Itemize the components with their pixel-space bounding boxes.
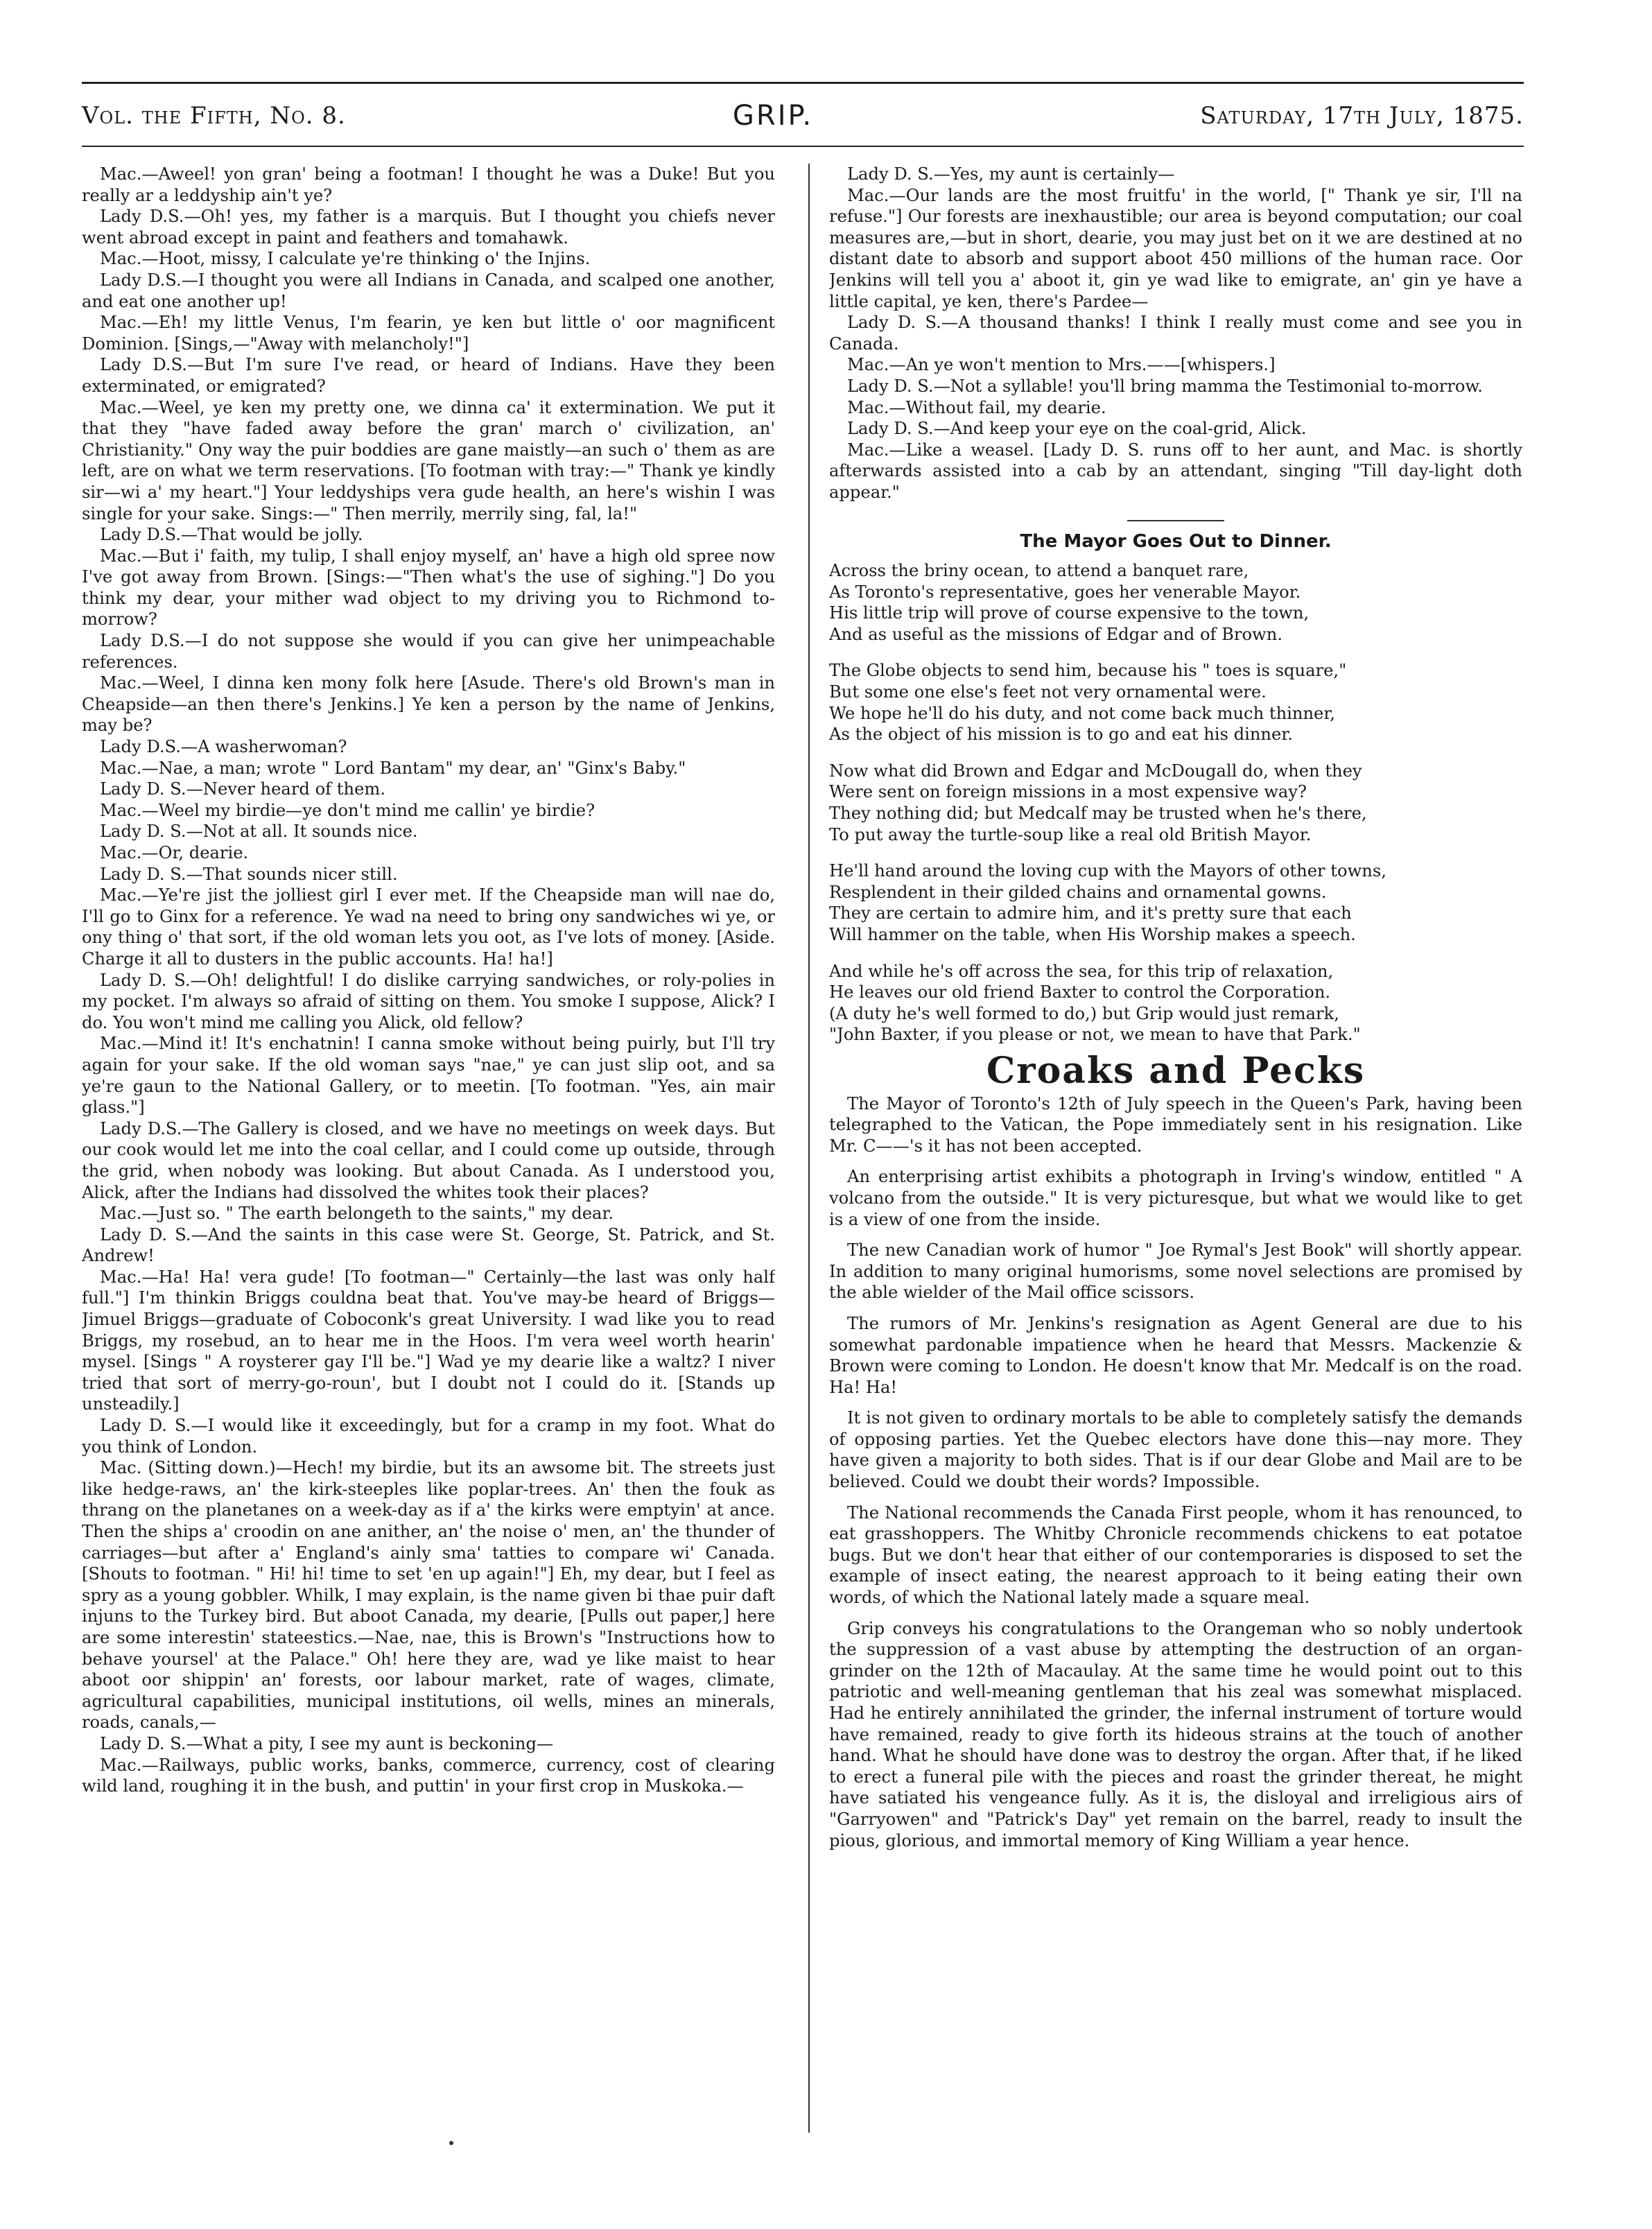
poem-stanza — [829, 761, 1522, 845]
newspaper-page — [82, 82, 1524, 2155]
poem-line: He'll hand around the loving cup with the Mayors of other towns, — [829, 861, 1386, 881]
poem-body — [829, 560, 1522, 1046]
croak-paragraph: The new Canadian work of humor " Joe Rymal's Jest Book" will shortly appear. In addition to many original humorisms, some novel selections are promised by the able wielder of the Mail office scissors. — [829, 1240, 1522, 1303]
croak-paragraph: An enterprising artist exhibits a photograph in Irving's window, entitled " A volcano from the outside." It is very picturesque, but what we would like to get is a view of one from the inside. — [829, 1167, 1522, 1229]
section-rule — [1127, 520, 1224, 521]
dialogue-paragraph: Mac.—Weel, I dinna ken mony folk here [Asude. There's old Brown's man in Cheapside—an then there's Jenkins.] Ye ken a person by the name of Jenkins, may be? — [82, 673, 775, 736]
dialogue-paragraph: Lady D. S.—Not a syllable! you'll bring mamma the Testimonial to-morrow. — [847, 376, 1483, 396]
poem-stanza — [829, 660, 1522, 745]
poem-line: The Globe objects to send him, because his " toes is square," — [829, 661, 1347, 681]
dialogue-paragraph: Lady D. S.—Not at all. It sounds nice. — [100, 822, 418, 842]
poem-line: Now what did Brown and Edgar and McDougall do, when they — [829, 761, 1362, 781]
dialogue-paragraph: Lady D. S.—What a pity, I see my aunt is beckoning— — [100, 1733, 554, 1753]
poem-line: As the object of his mission is to go and eat his dinner. — [829, 725, 1293, 745]
dialogue-paragraph: Lady D. S.—Yes, my aunt is certainly— — [847, 164, 1175, 184]
croaks-items — [829, 1093, 1522, 1852]
croaks-heading: Croaks and Pecks — [986, 1049, 1366, 1092]
dialogue-paragraph: Mac.—Without fail, my dearie. — [847, 397, 1106, 417]
croak-paragraph: The rumors of Mr. Jenkins's resignation as Agent General are due to his somewhat pardonable impatience when he heard that Messrs. Mackenzie & Brown were coming to London. He doesn't know that Mr. Medcalf is on the road. Ha! Ha! — [829, 1313, 1522, 1397]
poem-line: They nothing did; but Medcalf may be trusted when he's there, — [829, 804, 1367, 824]
croak-paragraph: It is not given to ordinary mortals to be able to completely satisfy the demands of opposing parties. Yet the Quebec electors have done this—nay more. They have given a majority to both sides. That is if our dear Globe and Mail are to be believed. Could we doubt their words? Impossible. — [829, 1408, 1522, 1492]
dialogue-paragraph: Mac.—Ha! Ha! vera gude! [To footman—" Certainly—the last was only half full."] I'm thinkin Briggs couldna beat that. You've may-be heard of Briggs—Jimuel Briggs—graduate of Coboconk's great University. I wad like you to read Briggs, my rosebud, an to hear me in the Hoos. I'm vera weel worth hearin' mysel. [Sings " A roysterer gay I'll be."] Wad ye my dearie like a waltz? I niver tried that sort of merry-go-roun', but I doubt not I could do it. [Stands up unsteadily.] — [82, 1267, 775, 1414]
poem-line: He leaves our old friend Baxter to control the Corporation. — [829, 982, 1331, 1003]
dialogue-paragraph: Mac.—Ye're jist the jolliest girl I ever met. If the Cheapside man will nae do, I'll go to Ginx for a reference. Ye wad na need to bring ony sandwiches wi ye, or ony thing o' that sort, if the old woman lets you oot, as I've lots of money. [Aside. Charge it all to dusters in the public accounts. Ha! ha!] — [82, 885, 775, 969]
dialogue-paragraph: Mac.—Weel, ye ken my pretty one, we dinna ca' it extermination. We put it that they "have faded away before the gran' march o' civilization, an' Christianity." Ony way the puir boddies are gane maistly—an such o' them as are left, are on what we term reservations. [To footman with tray:—" Thank ye kindly sir—wi a' my heart."] Your leddyships vera gude health, an here's wishin I was single for your sake. Sings:—" Then merrily, merrily sing, fal, la!" — [82, 397, 775, 523]
dialogue-paragraph: Lady D. S.—Never heard of them. — [100, 779, 386, 799]
dialogue-paragraph: Mac.—Just so. " The earth belongeth to the saints," my dear. — [100, 1204, 614, 1224]
dialogue-right — [829, 164, 1522, 503]
dialogue-paragraph: Mac.—Aweel! yon gran' being a footman! I thought he was a Duke! But you really ar a leddyship ain't ye? — [82, 164, 775, 205]
poem-line: Were sent on foreign missions in a most expensive way? — [829, 782, 1307, 802]
poem-line: We hope he'll do his duty, and not come back much thinner, — [829, 703, 1335, 723]
issue-date: Saturday, 17th July, 1875. — [1200, 102, 1524, 130]
poem-line: And as useful as the missions of Edgar and of Brown. — [829, 624, 1283, 644]
dialogue-left — [82, 164, 775, 1797]
dialogue-paragraph: Lady D.S.—Oh! yes, my father is a marquis. But I thought you chiefs never went abroad except in paint and feathers and tomahawk. — [82, 207, 775, 248]
dialogue-paragraph: Mac.—Weel my birdie—ye don't mind me callin' ye birdie? — [100, 800, 595, 820]
dialogue-paragraph: Mac.—Nae, a man; wrote " Lord Bantam" my dear, an' "Ginx's Baby." — [100, 758, 686, 778]
poem-line: As Toronto's representative, goes her venerable Mayor. — [829, 582, 1301, 602]
croak-paragraph: The Mayor of Toronto's 12th of July speech in the Queen's Park, having been telegraphed to the Vatican, the Pope immediately sent in his resignation. Like Mr. C——'s it has not been accepted. — [829, 1093, 1522, 1156]
poem-stanza — [829, 961, 1522, 1046]
dialogue-paragraph: Mac.—But i' faith, my tulip, I shall enjoy myself, an' have a high old spree now I've got away from Brown. [Sings:—"Then what's the use of sighing."] Do you think my dear, your mither wad object to my driving you to Richmond to-morrow? — [82, 546, 775, 630]
volume-label: Vol. the Fifth, No. 8. — [82, 102, 346, 130]
dialogue-paragraph: Lady D. S.—I would like it exceedingly, but for a cramp in my foot. What do you think of London. — [82, 1416, 775, 1457]
poem-line: To put away the turtle-soup like a real old British Mayor. — [829, 824, 1312, 844]
masthead-title: GRIP. — [732, 100, 814, 132]
dialogue-paragraph: Lady D.S.—The Gallery is closed, and we have no meetings on week days. But our cook would let me into the coal cellar, and I could come up outside, through the grid, when nobody was looking. But about Canada. As I understood you, Alick, after the Indians had dissolved the whites took their places? — [82, 1118, 775, 1202]
croak-paragraph: The National recommends the Canada First people, whom it has renounced, to eat grasshoppers. The Whitby Chronicle recommends chickens to eat potatoe bugs. But we don't hear that either of our contemporaries is disposed to set the example of insect eating, the nearest approach to it being eating their own words, of which the National lately made a square meal. — [829, 1502, 1522, 1608]
dialogue-paragraph: Mac. (Sitting down.)—Hech! my birdie, but its an awsome bit. The streets just like hedge-raws, an' the kirk-steeples like poplar-trees. An' then the fouk as thrang on the planetanes on a week-day as if a' the kirks were emptyin' at ance. Then the ships a' croodin on ane anither, an' the noise o' men, an' the thunder of carriages—but after a' England's ainly sma' tatties to compare wi' Canada. [Shouts to footman. " Hi! hi! time to set 'en up again!"] Eh, my dear, but I feel as spry as a young gobbler. Whilk, I may explain, is the name given bi thae puir daft injuns to the Turkey bird. But aboot Canada, my dearie, [Pulls out paper,] here are some interestin' stateestics.—Nae, nae, this is Brown's "Instructions how to behave yoursel' at the Palace." Oh! here they are, wad ye like maist to hear aboot oor shippin' an' forests, oor labour market, rate of wages, climate, agricultural capabilities, municipal institutions, oil wells, mines an minerals, roads, canals,— — [82, 1458, 775, 1733]
dialogue-paragraph: Lady D.S.—A washerwoman? — [100, 737, 347, 757]
poem-line: (A duty he's well formed to do,) but Grip would just remark, — [829, 1003, 1339, 1023]
dialogue-paragraph: Mac.—Hoot, missy, I calculate ye're thinking o' the Injins. — [100, 249, 591, 269]
dialogue-paragraph: Lady D. S.—And the saints in this case were St. George, St. Patrick, and St. Andrew! — [82, 1224, 775, 1266]
left-column — [82, 164, 775, 2133]
dialogue-paragraph: Mac.—Eh! my little Venus, I'm fearin, ye ken but little o' oor magnificent Dominion. [Sings,—"Away with melancholy!"] — [82, 313, 775, 354]
column-divider — [808, 164, 810, 2133]
dialogue-paragraph: Lady D.S.—I thought you were all Indians in Canada, and scalped one another, and eat one another up! — [82, 270, 775, 311]
dialogue-paragraph: Mac.—Or, dearie. — [100, 843, 249, 862]
poem-line: Across the briny ocean, to attend a banquet rare, — [829, 561, 1249, 581]
dialogue-paragraph: Mac.—Mind it! It's enchatnin! I canna smoke without being puirly, but I'll try again for your sake. If the old woman says "nae," ye can just slip oot, and sa ye're gaun to the National Gallery, or to meetin. [To footman. "Yes, ain mair glass."] — [82, 1034, 775, 1118]
dialogue-paragraph: Lady D. S.—A thousand thanks! I think I really must come and see you in Canada. — [829, 313, 1522, 354]
dialogue-paragraph: Lady D. S.—That sounds nicer still. — [100, 864, 398, 884]
right-column — [829, 164, 1522, 2133]
dialogue-paragraph: Lady D. S.—And keep your eye on the coal-grid, Alick. — [847, 419, 1307, 439]
dialogue-paragraph: Mac.—Like a weasel. [Lady D. S. runs off to her aunt, and Mac. is shortly afterwards assisted into a cab by an attendant, singing "Till day-light doth appear." — [829, 440, 1522, 502]
header-rule — [82, 146, 1524, 147]
poem-line: Resplendent in their gilded chains and ornamental gowns. — [829, 882, 1327, 902]
croak-paragraph: Grip conveys his congratulations to the Orangeman who so nobly undertook the suppression of a vast abuse by attempting the destruction of an organ-grinder on the 12th of Macaulay. At the same time he would point out to this patriotic and well-meaning gentleman that his zeal was somewhat misplaced. Had he entirely annihilated the grinder, the infernal instrument of torture would have remained, ready to give forth its hideous strains at the touch of another hand. What he should have done was to destroy the organ. After that, if he liked to erect a funeral pile with the pieces and roast the grinder thereat, he might have satiated his vengeance fully. As it is, the disloyal and irreligious airs of "Garryowen" and "Patrick's Day" yet remain on the barrel, ready to insult the pious, glorious, and immortal memory of King William a year hence. — [829, 1618, 1522, 1850]
dialogue-paragraph: Lady D. S.—Oh! delightful! I do dislike carrying sandwiches, or roly-polies in my pocket. I'm always so afraid of sitting on them. You smoke I suppose, Alick? I do. You won't mind me calling you Alick, old fellow? — [82, 970, 775, 1032]
poem-line: "John Baxter, if you please or not, we mean to have that Park." — [829, 1025, 1361, 1045]
poem-line: They are certain to admire him, and it's pretty sure that each — [829, 903, 1352, 923]
poem-line: Will hammer on the table, when His Worship makes a speech. — [829, 925, 1356, 944]
poem-line: But some one else's feet not very ornamental were. — [829, 682, 1267, 702]
dialogue-paragraph: Mac.—Our lands are the most fruitfu' in the world, [" Thank ye sir, I'll na refuse."] Our forests are inexhaustible; our area is beyond computation; our coal measures are,—but in short, dearie, you may just bet on it we are destined at no distant date to absorb and support aboot 450 millions of the human race. Oor Jenkins will tell you a' aboot it, gin ye wad like to emigrate, an' gin ye have a little capital, ye ken, there's Pardee— — [829, 185, 1522, 311]
dialogue-paragraph: Lady D.S.—I do not suppose she would if you can give her unimpeachable references. — [82, 631, 775, 672]
page-header — [82, 92, 1524, 140]
dialogue-paragraph: Mac.—An ye won't mention to Mrs.——[whispers.] — [847, 355, 1276, 375]
poem-stanza — [829, 560, 1522, 645]
poem-line: His little trip will prove of course expensive to the town, — [829, 603, 1310, 623]
poem-stanza — [829, 860, 1522, 945]
dialogue-paragraph: Lady D.S.—That would be jolly. — [100, 525, 363, 545]
dialogue-paragraph: Lady D.S.—But I'm sure I've read, or heard of Indians. Have they been exterminated, or emigrated? — [82, 355, 775, 396]
poem-title: The Mayor Goes Out to Dinner. — [1020, 530, 1332, 552]
dialogue-paragraph: Mac.—Railways, public works, banks, commerce, currency, cost of clearing wild land, roughing it in the bush, and puttin' in your first crop in Muskoka.— — [82, 1755, 775, 1796]
top-rule — [82, 82, 1524, 84]
printer-mark — [449, 2141, 453, 2145]
poem-line: And while he's off across the sea, for this trip of relaxation, — [829, 961, 1334, 981]
